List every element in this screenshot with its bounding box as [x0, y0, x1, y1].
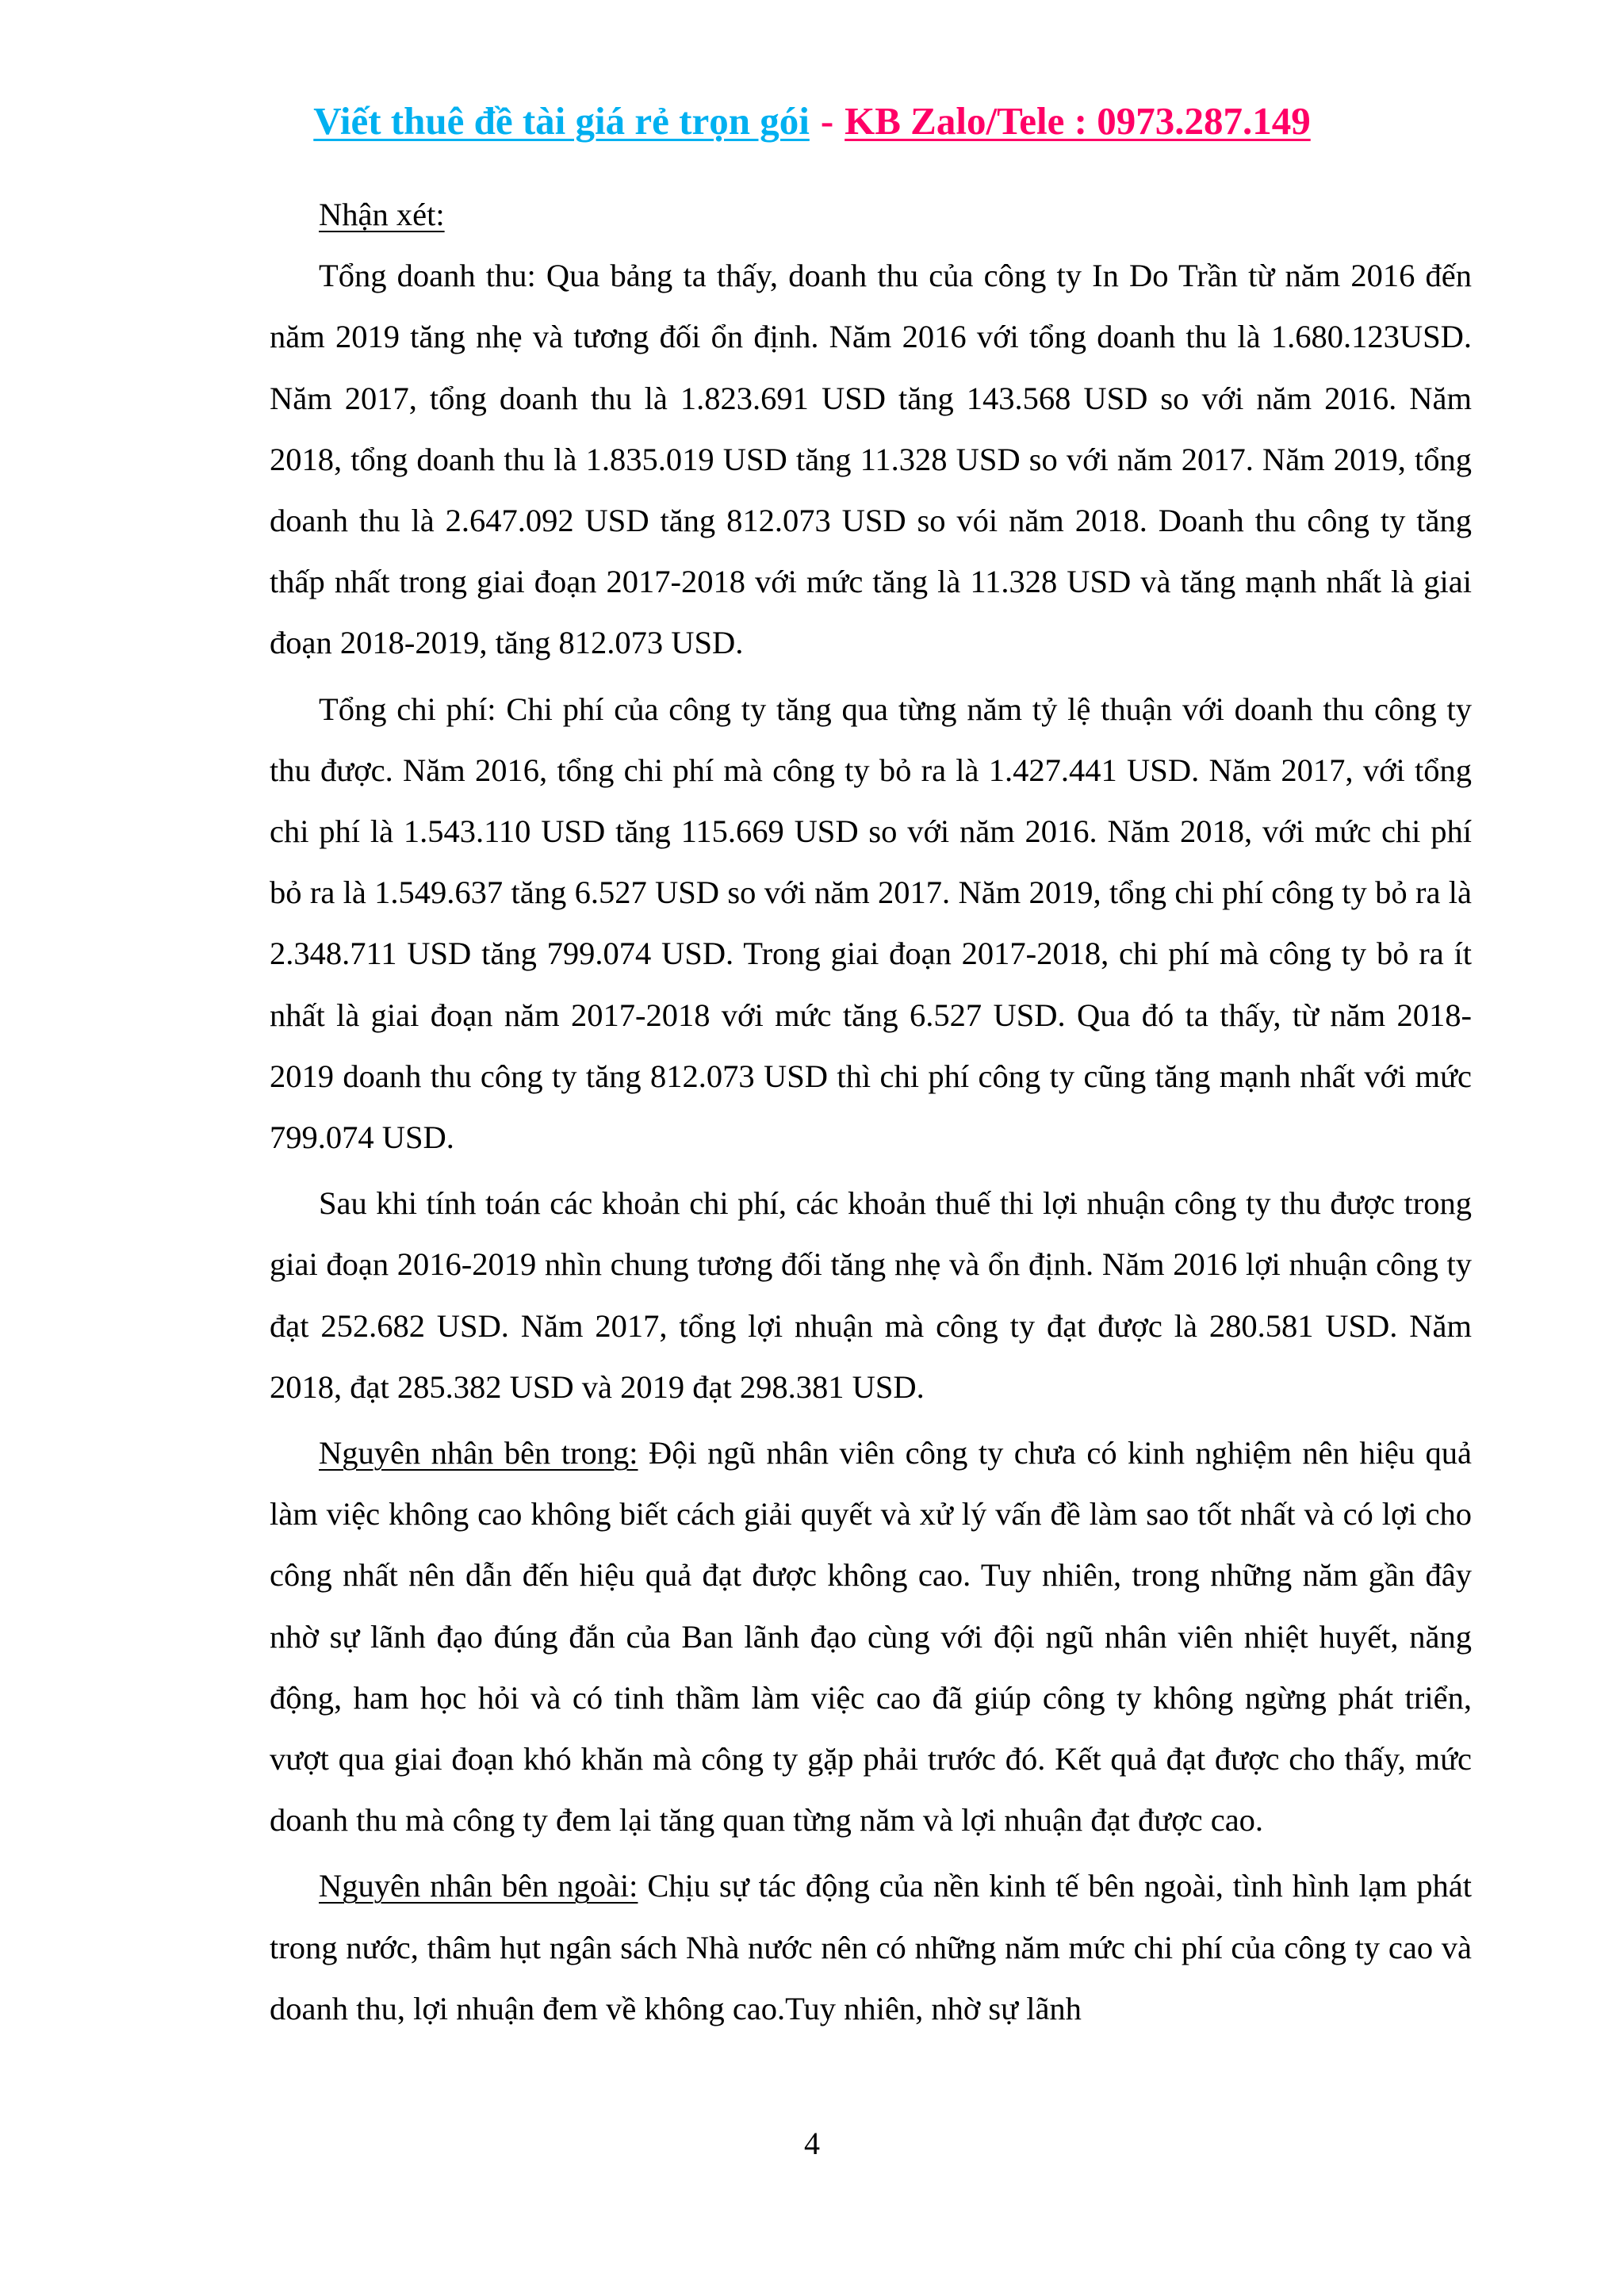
page-header [0, 94, 1624, 149]
paragraph-internal-causes [270, 1422, 1472, 1850]
paragraph-costs: Tổng chi phí: Chi phí của công ty tăng qua từng năm tỷ lệ thuận với doanh thu công ty thu được. Năm 2016, tổng chi phí mà công ty bỏ ra là 1.427.441 USD. Năm 2017, với tổng chi phí là 1.543.110 USD tăng 115.669 USD so với năm 2016. Năm 2018, với mức chi phí bỏ ra là 1.549.637 tăng 6.527 USD so với năm 2017. Năm 2019, tổng chi phí công ty bỏ ra là 2.348.711 USD tăng 799.074 USD. Trong giai đoạn 2017-2018, chi phí mà công ty bỏ ra ít nhất là giai đoạn năm 2017-2018 với mức tăng 6.527 USD. Qua đó ta thấy, từ năm 2018-2019 doanh thu công ty tăng 812.073 USD thì chi phí công ty cũng tăng mạnh nhất với mức 799.074 USD. [270, 691, 1472, 1156]
section-heading [270, 184, 1472, 245]
header-separator: - [820, 99, 834, 143]
external-causes-label: Nguyên nhân bên ngoài: [319, 1868, 638, 1904]
external-causes-text: Chịu sự tác động của nền kinh tế bên ngoài, tình hình lạm phát trong nước, thâm hụt ngân sách Nhà nước nên có những năm mức chi phí của công ty cao và doanh thu, lợi nhuận đem về không cao.Tuy nhiên, nhờ sự lãnh [270, 1868, 1473, 2026]
page-number: 4 [804, 2126, 820, 2161]
paragraph-revenue: Tổng doanh thu: Qua bảng ta thấy, doanh thu của công ty In Do Trần từ năm 2016 đến năm 2019 tăng nhẹ và tương đối ổn định. Năm 2016 với tổng doanh thu là 1.680.123USD. Năm 2017, tổng doanh thu là 1.823.691 USD tăng 143.568 USD so với năm 2016. Năm 2018, tổng doanh thu là 1.835.019 USD tăng 11.328 USD so với năm 2017. Năm 2019, tổng doanh thu là 2.647.092 USD tăng 812.073 USD so vói năm 2018. Doanh thu công ty tăng thấp nhất trong giai đoạn 2017-2018 với mức tăng là 11.328 USD và tăng mạnh nhất là giai đoạn 2018-2019, tăng 812.073 USD. [270, 258, 1472, 661]
section-heading-text: Nhận xét: [319, 197, 445, 232]
header-service-link[interactable]: Viết thuê đề tài giá rẻ trọn gói [313, 99, 810, 143]
paragraph-profit: Sau khi tính toán các khoản chi phí, các khoản thuế thi lợi nhuận công ty thu được trong giai đoạn 2016-2019 nhìn chung tương đối tăng nhẹ và ổn định. Năm 2016 lợi nhuận công ty đạt 252.682 USD. Năm 2017, tổng lợi nhuận mà công ty đạt được là 280.581 USD. Năm 2018, đạt 285.382 USD và 2019 đạt 298.381 USD. [270, 1185, 1472, 1405]
document-body [270, 184, 1472, 2044]
internal-causes-label: Nguyên nhân bên trong: [319, 1435, 638, 1471]
paragraph-external-causes [270, 1855, 1472, 2039]
internal-causes-text: Đội ngũ nhân viên công ty chưa có kinh nghiệm nên hiệu quả làm việc không cao không biết cách giải quyết và xử lý vấn đề làm sao tốt nhất và có lợi cho công nhất nên dẫn đến hiệu quả đạt được không cao. Tuy nhiên, trong những năm gần đây nhờ sự lãnh đạo đúng đắn của Ban lãnh đạo cùng với đội ngũ nhân viên nhiệt huyết, năng động, ham học hỏi và có tinh thầm làm việc cao đã giúp công ty không ngừng phát triển, vượt qua giai đoạn khó khăn mà công ty gặp phải trước đó. Kết quả đạt được cho thấy, mức doanh thu mà công ty đem lại tăng quan từng năm và lợi nhuận đạt được cao. [270, 1435, 1472, 1839]
header-contact-link[interactable]: KB Zalo/Tele : 0973.287.149 [845, 99, 1311, 143]
